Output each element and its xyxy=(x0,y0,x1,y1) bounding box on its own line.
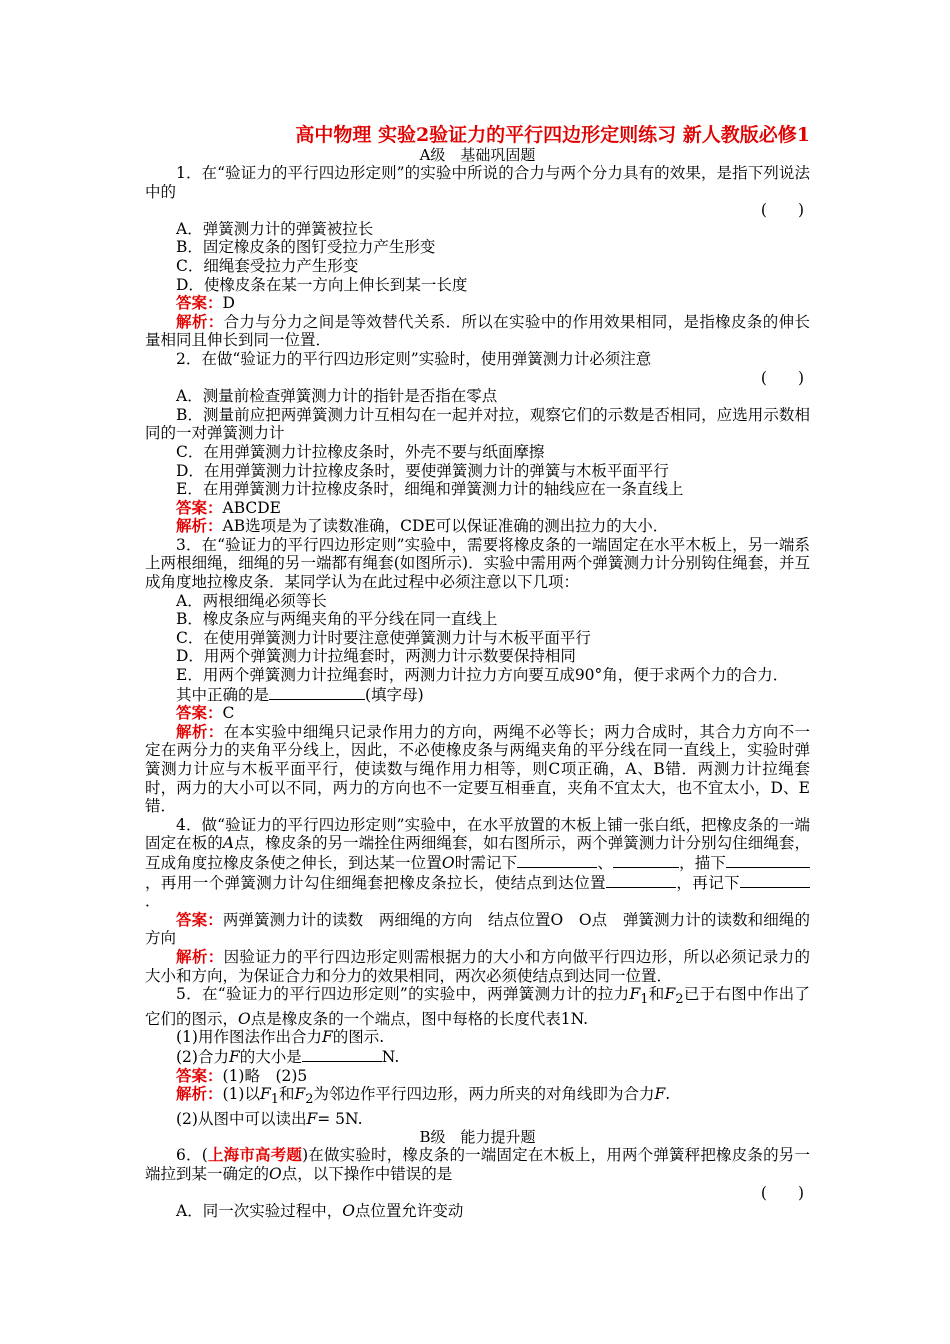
option: A．弹簧测力计的弹簧被拉长 xyxy=(176,219,374,238)
answer-label: 答案： xyxy=(176,497,223,517)
option: E．用两个弹簧测力计拉绳套时，两测力计拉力方向要互成90°角，便于求两个力的合力． xyxy=(176,666,789,685)
source-label: 上海市高考题 xyxy=(207,1145,303,1165)
analysis-label: 解析： xyxy=(176,721,224,741)
analysis-text: 为邻边作平行四边形，两力所夹的对角线即为合力 xyxy=(313,1085,655,1104)
subscript: 1 xyxy=(270,1092,279,1108)
point-o: O xyxy=(238,1009,251,1028)
answer-value: (1)略 (2)5 xyxy=(222,1066,308,1085)
analysis-line xyxy=(145,313,810,350)
analysis-label: 解析： xyxy=(176,1084,223,1104)
point-o: O xyxy=(269,1165,282,1184)
question-5-stem xyxy=(145,985,810,1028)
analysis-label: 解析： xyxy=(176,946,224,966)
subscript: 1 xyxy=(640,992,649,1008)
fill-text: (填字母) xyxy=(365,685,424,704)
answer-bracket: ( ) xyxy=(760,368,804,387)
option: D．使橡皮条在某一方向上伸长到某一长度 xyxy=(176,275,468,294)
blank xyxy=(269,685,365,700)
stem-text: 和 xyxy=(648,985,665,1004)
section-a-heading: A级 基础巩固题 xyxy=(419,146,536,164)
question-2-stem: 2．在做“验证力的平行四边形定则”实验时，使用弹簧测力计必须注意 xyxy=(176,349,652,368)
answer-line xyxy=(145,499,810,518)
answer-bracket: ( ) xyxy=(760,201,804,220)
option: C．细绳套受拉力产生形变 xyxy=(176,256,359,275)
option: A．两根细绳必须等长 xyxy=(176,591,327,610)
option: B．橡皮条应与两绳夹角的平分线在同一直线上 xyxy=(176,610,498,629)
analysis-text: 在本实验中细绳只记录作用力的方向，两绳不必等长；两力合成时，其合力方向不一定在两分力的夹角平分线上，因此，不必使橡皮条与两绳夹角的平分线在同一直线上，实验时弹簧测力计应与木板平面平行，使读数与绳作用力相等，则C项正确，A、B错．两测力计拉绳套时，两力的大小可以不同，两力的方向也不一定要互相垂直，夹角不宜太大，也不宜太小，D、E错． xyxy=(145,722,810,816)
option-text: A．同一次实验过程中， xyxy=(176,1202,343,1221)
option-text: 点位置允许变动 xyxy=(354,1202,464,1221)
blank xyxy=(302,1047,382,1062)
stem-text: ，描下 xyxy=(678,853,726,872)
option: A．测量前检查弹簧测力计的指针是否指在零点 xyxy=(176,387,498,406)
fill-in-line xyxy=(145,685,810,705)
option: E．在用弹簧测力计拉橡皮条时，细绳和弹簧测力计的轴线应在一条直线上 xyxy=(176,480,684,499)
stem-text: ． xyxy=(145,892,161,911)
answer-value: C xyxy=(222,704,235,723)
answer-label: 答案： xyxy=(176,909,223,929)
question-4-stem xyxy=(145,816,810,911)
analysis-label: 解析： xyxy=(176,516,223,536)
sub-question xyxy=(145,1028,810,1047)
stem-text: ，再用一个弹簧测力计勾住细绳套把橡皮条拉长，使结点到达位置 xyxy=(145,873,606,892)
blank xyxy=(613,853,679,868)
stem-text: 的图示. xyxy=(332,1028,385,1047)
blank xyxy=(606,873,676,888)
analysis-text: . xyxy=(665,1085,671,1104)
analysis-line xyxy=(145,723,810,816)
stem-text: 4．做“验证力的平行四边形定则”实验中，在水平放置的木板上铺一张白纸，把橡皮条的一端固定在板的 xyxy=(145,815,810,853)
blank xyxy=(726,853,810,868)
force-f1: F xyxy=(259,1085,271,1104)
analysis-text: 和 xyxy=(278,1085,295,1104)
answer-label: 答案： xyxy=(176,293,223,313)
force-f1: F xyxy=(629,985,641,1004)
question-3-stem: 3．在“验证力的平行四边形定则”实验中，需要将橡皮条的一端固定在水平木板上，另一端系上两根细绳，细绳的另一端都有绳套(如图所示)．实验中需用两个弹簧测力计分别钩住绳套，并互成角度地拉橡皮条．某同学认为在此过程中必须注意以下几项： xyxy=(145,535,810,592)
stem-text: )在做实验时，橡皮条的一端固定在木板上，用两个弹簧秤把橡皮条的另一端拉到某一确定的 xyxy=(145,1146,810,1184)
stem-text: 5．在“验证力的平行四边形定则”的实验中，两弹簧测力计的拉力 xyxy=(176,985,630,1004)
stem-text: 点，以下操作中错误的是 xyxy=(281,1165,453,1184)
question-1-stem: 1．在“验证力的平行四边形定则”的实验中所说的合力与两个分力具有的效果，是指下列说法中的 xyxy=(145,164,810,201)
analysis-text: AB选项是为了读数准确，CDE可以保证准确的测出拉力的大小． xyxy=(222,517,669,536)
answer-line xyxy=(145,911,810,948)
answer-value: D xyxy=(222,294,235,313)
force-f: F xyxy=(321,1028,333,1047)
option xyxy=(145,1202,810,1221)
answer-label: 答案： xyxy=(176,1065,223,1085)
stem-text: 6．( xyxy=(176,1146,208,1165)
force-f2: F xyxy=(664,985,676,1004)
answer-line xyxy=(145,294,810,313)
stem-text: N. xyxy=(381,1048,400,1066)
answer-line xyxy=(145,1067,810,1086)
option: C．在使用弹簧测力计时要注意使弹簧测力计与木板平面平行 xyxy=(176,628,591,647)
sub-question xyxy=(145,1047,810,1067)
answer-value: 两弹簧测力计的读数 两细绳的方向 结点位置O O点 弹簧测力计的读数和细绳的方向 xyxy=(145,910,810,948)
fill-text: 其中正确的是 xyxy=(176,685,270,704)
question-6-stem xyxy=(145,1146,810,1183)
option: D．在用弹簧测力计拉橡皮条时，要使弹簧测力计的弹簧与木板平面平行 xyxy=(176,461,669,480)
document xyxy=(145,124,810,1221)
analysis-line xyxy=(145,948,810,985)
stem-text: (1)用作图法作出合力 xyxy=(176,1028,322,1047)
analysis-line xyxy=(145,517,810,536)
stem-text: 点，橡皮条的另一端拴住两细绳套，如右图所示，两个弹簧测力计分别勾住细绳套，互成角度拉橡皮条使之伸长，到达某一位置 xyxy=(145,834,810,872)
blank xyxy=(517,853,597,868)
answer-label: 答案： xyxy=(176,703,223,723)
stem-text: 、 xyxy=(597,853,613,872)
stem-text: 时需记下 xyxy=(454,853,518,872)
section-b-heading: B级 能力提升题 xyxy=(419,1128,536,1147)
analysis-label: 解析： xyxy=(176,311,224,331)
answer-value: ABCDE xyxy=(222,498,281,517)
subscript: 2 xyxy=(305,1092,314,1108)
analysis-text: (2)从图中可以读出 xyxy=(176,1109,307,1128)
point-a: A xyxy=(222,834,235,853)
force-f: F xyxy=(654,1085,666,1104)
stem-text: 的大小是 xyxy=(239,1048,302,1066)
point-o: O xyxy=(441,853,455,872)
option: D．用两个弹簧测力计拉绳套时，两测力计示数要保持相同 xyxy=(176,647,576,666)
force-f: F xyxy=(228,1048,240,1066)
analysis-text: 合力与分力之间是等效替代关系．所以在实验中的作用效果相同，是指橡皮条的伸长量相同且伸长到同一位置． xyxy=(145,312,810,350)
subscript: 2 xyxy=(675,992,684,1008)
page-title: 高中物理 实验2验证力的平行四边形定则练习 新人教版必修1 xyxy=(295,124,810,146)
option: B．测量前应把两弹簧测力计互相勾在一起并对拉，观察它们的示数是否相同，应选用示数相同的一对弹簧测力计 xyxy=(145,405,810,443)
answer-bracket: ( ) xyxy=(760,1183,804,1202)
blank xyxy=(740,873,810,888)
stem-text: 已于右图中作出了它们的图示， xyxy=(145,985,810,1028)
point-o: O xyxy=(342,1202,355,1221)
stem-text: 点是橡皮条的一个端点，图中每格的长度代表1N. xyxy=(250,1009,589,1028)
analysis-line xyxy=(145,1085,810,1110)
force-f: F xyxy=(306,1109,318,1128)
answer-line xyxy=(145,704,810,723)
analysis-text: (1)以 xyxy=(222,1085,260,1104)
option: B．固定橡皮条的图钉受拉力产生形变 xyxy=(176,238,436,257)
stem-text: (2)合力 xyxy=(176,1048,229,1066)
stem-text: ，再记下 xyxy=(676,873,740,892)
analysis-text: 因验证力的平行四边形定则需根据力的大小和方向做平行四边形，所以必须记录力的大小和方向，为保证合力和分力的效果相同，两次必须使结点到达同一位置． xyxy=(145,947,810,985)
force-f2: F xyxy=(294,1085,306,1104)
option: C．在用弹簧测力计拉橡皮条时，外壳不要与纸面摩擦 xyxy=(176,442,545,461)
analysis-text: = 5N. xyxy=(317,1109,363,1128)
analysis-line xyxy=(145,1110,810,1129)
